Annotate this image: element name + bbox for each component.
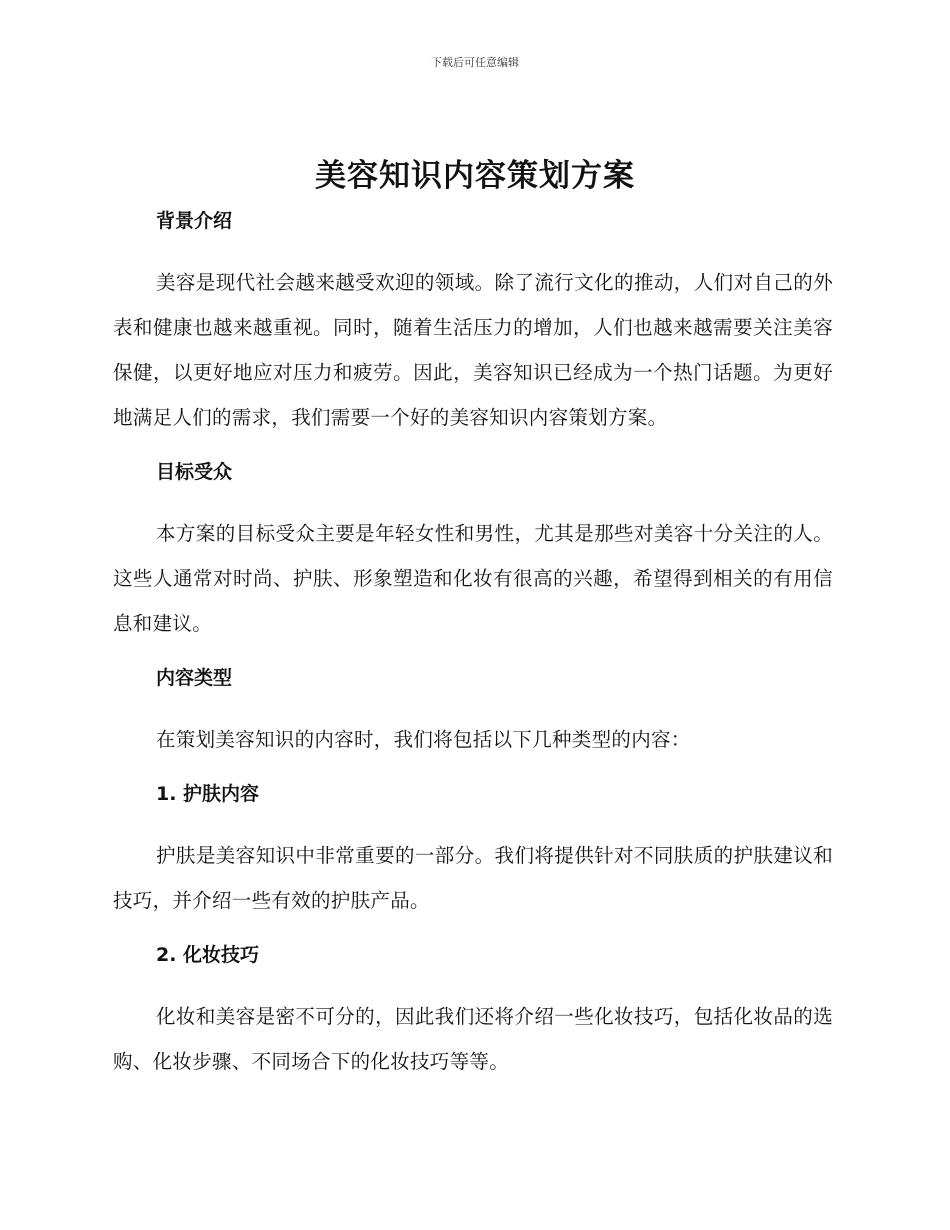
section-heading-target-audience: 目标受众 [156,461,233,483]
section-heading-makeup: 2. 化妆技巧 [156,944,260,966]
section-skincare [113,776,833,937]
section-content-types [113,660,833,776]
document-body [113,203,833,1084]
page-header-note: 下载后可任意编辑 [431,56,519,69]
section-paragraph-makeup: 化妆和美容是密不可分的，因此我们还将介绍一些化妆技巧，包括化妆品的选购、化妆步骤、不同场合下的化妆技巧等等。 [113,1005,833,1073]
section-background [113,203,833,454]
section-makeup [113,937,833,1084]
document-title: 美容知识内容策划方案 [315,158,635,194]
section-paragraph-target-audience: 本方案的目标受众主要是年轻女性和男性，尤其是那些对美容十分关注的人。这些人通常对时尚、护肤、形象塑造和化妆有很高的兴趣，希望得到相关的有用信息和建议。 [113,522,833,635]
section-target-audience [113,454,833,660]
section-heading-background: 背景介绍 [156,210,233,232]
section-paragraph-skincare: 护肤是美容知识中非常重要的一部分。我们将提供针对不同肤质的护肤建议和技巧，并介绍一些有效的护肤产品。 [113,844,833,912]
section-heading-content-types: 内容类型 [156,667,233,689]
section-paragraph-background: 美容是现代社会越来越受欢迎的领域。除了流行文化的推动，人们对自己的外表和健康也越来越重视。同时，随着生活压力的增加，人们也越来越需要关注美容保健，以更好地应对压力和疲劳。因此，美容知识已经成为一个热门话题。为更好地满足人们的需求，我们需要一个好的美容知识内容策划方案。 [113,271,833,429]
section-heading-skincare: 1. 护肤内容 [156,783,260,805]
section-paragraph-content-types: 在策划美容知识的内容时，我们将包括以下几种类型的内容： [156,728,691,751]
